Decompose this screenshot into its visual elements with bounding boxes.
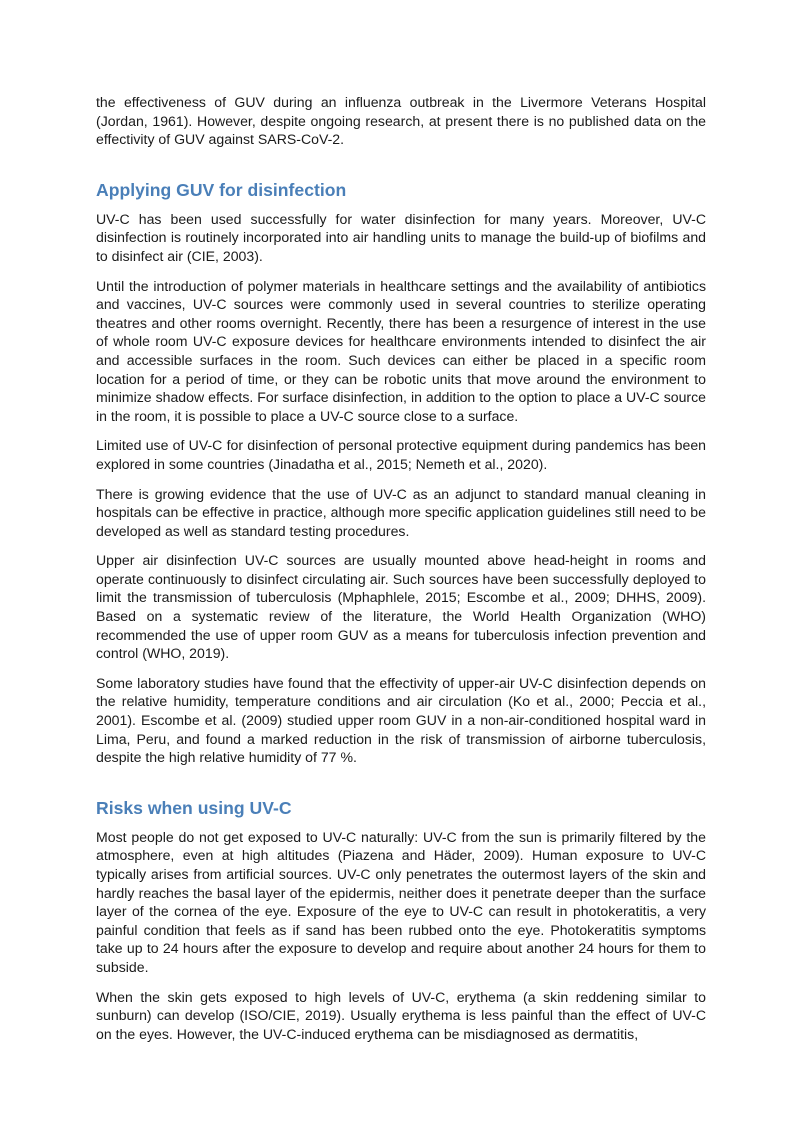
section-spacer <box>96 778 706 797</box>
section-heading-risks: Risks when using UV-C <box>96 797 292 818</box>
section1-paragraph-2: Until the introduction of polymer materials in healthcare settings and the availability of antibiotics and vaccines, UV-C sources were commonly used in several countries to sterilize operating theatres and other rooms overnight. Recently, there has been a resurgence of interest in the use of whole room UV-C exposure devices for healthcare environments intended to disinfect the air and accessible surfaces in the room. Such devices can either be placed in a specific room location for a period of time, or they can be robotic units that move around the environment to minimize shadow effects. For surface disinfection, in addition to the option to place a UV-C source in the room, it is possible to place a UV-C source close to a surface. <box>96 277 706 424</box>
section2-paragraph-2: When the skin gets exposed to high levels of UV-C, erythema (a skin reddening similar to sunburn) can develop (ISO/CIE, 2019). Usually erythema is less painful than the effect of UV-C on the eyes. However, the UV-C-induced erythema can be misdiagnosed as dermatitis, <box>96 988 706 1042</box>
section1-paragraph-6: Some laboratory studies have found that the effectivity of upper-air UV-C disinfection depends on the relative humidity, temperature conditions and air circulation (Ko et al., 2000; Peccia et al., 2001). Escombe et al. (2009) studied upper room GUV in a non-air-conditioned hospital ward in Lima, Peru, and found a marked reduction in the risk of transmission of airborne tuberculosis, despite the high relative humidity of 77 %. <box>96 674 706 766</box>
section1-paragraph-3: Limited use of UV-C for disinfection of personal protective equipment during pandemics has been explored in some countries (Jinadatha et al., 2015; Nemeth et al., 2020). <box>96 437 706 472</box>
intro-paragraph: the effectiveness of GUV during an influenza outbreak in the Livermore Veterans Hospital (Jordan, 1961). However, despite ongoing research, at present there is no published data on the effectivity of GUV against SARS-CoV-2. <box>96 94 706 148</box>
section1-paragraph-1: UV-C has been used successfully for water disinfection for many years. Moreover, UV-C disinfection is routinely incorporated into air handling units to manage the build-up of biofilms and to disinfect air (CIE, 2003). <box>96 210 706 264</box>
document-page <box>96 93 706 1054</box>
section2-paragraph-1: Most people do not get exposed to UV-C naturally: UV-C from the sun is primarily filtered by the atmosphere, even at high altitudes (Piazena and Häder, 2009). Human exposure to UV-C typically arises from artificial sources. UV-C only penetrates the outermost layers of the skin and hardly reaches the basal layer of the epidermis, neither does it penetrate deeper than the surface layer of the cornea of the eye. Exposure of the eye to UV-C can result in photokeratitis, a very painful condition that feels as if sand has been rubbed onto the eye. Photokeratitis symptoms take up to 24 hours after the exposure to develop and require about another 24 hours for them to subside. <box>96 828 706 975</box>
section1-paragraph-4: There is growing evidence that the use of UV-C as an adjunct to standard manual cleaning in hospitals can be effective in practice, although more specific application guidelines still need to be developed as well as standard testing procedures. <box>96 485 706 539</box>
section-spacer <box>96 160 706 179</box>
section1-paragraph-5: Upper air disinfection UV-C sources are usually mounted above head-height in rooms and operate continuously to disinfect circulating air. Such sources have been successfully deployed to limit the transmission of tuberculosis (Mphaphlele, 2015; Escombe et al., 2009; DHHS, 2009). Based on a systematic review of the literature, the World Health Organization (WHO) recommended the use of upper room GUV as a means for tuberculosis infection prevention and control (WHO, 2019). <box>96 552 706 662</box>
section-heading-applying-guv: Applying GUV for disinfection <box>96 179 347 200</box>
